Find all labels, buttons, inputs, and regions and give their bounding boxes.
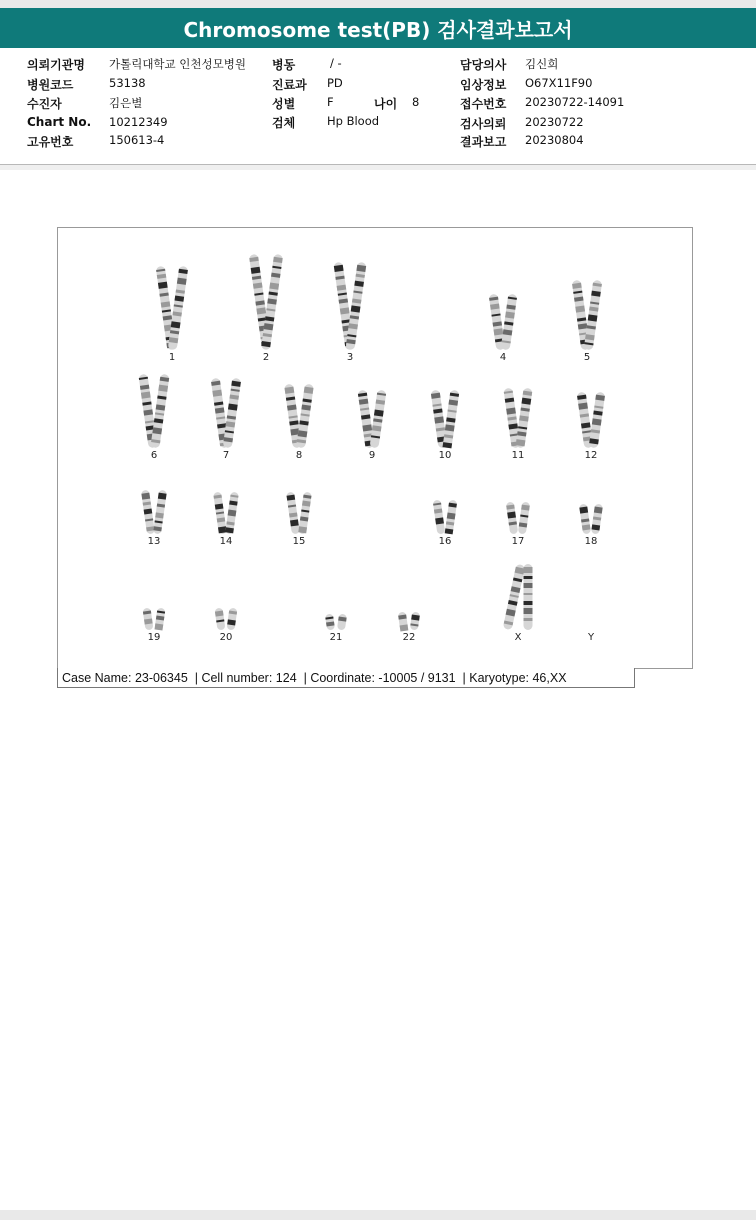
chromosome-label-2: 2 — [262, 352, 270, 363]
patient-name-value: 김은별 — [109, 96, 143, 110]
chromosome-label-12: 12 — [584, 450, 598, 461]
chromosome-label-22: 22 — [402, 632, 416, 643]
sex-label: 성별 — [272, 97, 296, 111]
chromosome-pair-10 — [431, 390, 460, 449]
chromosome-pair-3 — [333, 262, 366, 350]
chromosome-pair-13 — [141, 490, 167, 535]
ward-label: 병동 — [272, 58, 296, 72]
chromosome-pair-21 — [325, 614, 347, 631]
karyogram-section — [0, 170, 756, 1210]
chromosome-label-3: 3 — [346, 352, 354, 363]
chromosome-label-4: 4 — [499, 352, 507, 363]
department-value: PD — [327, 76, 343, 90]
age-value: 8 — [412, 95, 420, 109]
specimen-value: Hp Blood — [327, 114, 380, 128]
age-label: 나이 — [374, 97, 398, 111]
clinical-info-value: O67X11F90 — [525, 76, 593, 90]
doctor-label: 담당의사 — [460, 58, 507, 72]
chromosome-pair-15 — [286, 492, 312, 535]
hospital-code-value: 53138 — [109, 76, 146, 90]
chromosome-label-16: 16 — [438, 536, 452, 547]
patient-name-label: 수진자 — [27, 97, 62, 111]
chromosome-label-7: 7 — [222, 450, 230, 461]
chromosome-label-X: X — [514, 632, 522, 643]
chromosome-label-5: 5 — [583, 352, 591, 363]
chromosome-label-21: 21 — [329, 632, 343, 643]
chromosome-pair-7 — [211, 378, 242, 449]
institution-value: 가톨릭대학교 인천성모병원 — [109, 57, 246, 71]
chromosome-pair-18 — [579, 504, 603, 535]
chromosome-pair-14 — [213, 492, 239, 535]
chromosome-label-13: 13 — [147, 536, 161, 547]
coordinate: | Coordinate: -10005 / 9131 — [303, 670, 456, 685]
department-label: 진료과 — [272, 78, 307, 92]
chromosome-label-14: 14 — [219, 536, 233, 547]
chromosome-label-19: 19 — [147, 632, 161, 643]
chromosome-pair-20 — [215, 608, 238, 631]
top-band — [0, 0, 756, 8]
karyogram-image — [57, 227, 693, 669]
chromosome-pair-1 — [156, 266, 189, 350]
chart-no-label: Chart No. — [27, 115, 92, 129]
request-date-value: 20230722 — [525, 115, 584, 129]
chromosome-label-15: 15 — [292, 536, 306, 547]
unique-no-value: 150613-4 — [109, 133, 165, 147]
chromosome-pair-2 — [249, 254, 283, 350]
chromosome-label-11: 11 — [511, 450, 525, 461]
report-title — [0, 8, 756, 48]
chromosome-pair-X — [503, 564, 533, 630]
sex-value: F — [327, 95, 334, 109]
report-date-label: 결과보고 — [460, 135, 507, 149]
cell-number: | Cell number: 124 — [194, 670, 297, 685]
chromosome-label-17: 17 — [511, 536, 525, 547]
case-name: Case Name: 23-06345 — [62, 670, 188, 685]
report-date-value: 20230804 — [525, 133, 584, 147]
receipt-no-label: 접수번호 — [460, 97, 507, 111]
chromosome-pair-12 — [577, 392, 606, 449]
chromosome-label-18: 18 — [584, 536, 598, 547]
chart-no-value: 10212349 — [109, 115, 168, 129]
receipt-no-value: 20230722-14091 — [525, 95, 625, 109]
bottom-band — [0, 1210, 756, 1220]
chromosome-pair-6 — [138, 374, 169, 449]
chromosome-pair-9 — [358, 390, 387, 449]
chromosome-label-8: 8 — [295, 450, 303, 461]
request-date-label: 검사의뢰 — [460, 117, 507, 131]
chromosome-pair-8 — [284, 384, 314, 449]
chromosome-pair-16 — [433, 500, 458, 535]
chromosome-pair-19 — [143, 608, 166, 631]
chromosome-label-10: 10 — [438, 450, 452, 461]
ward-value: / - — [330, 56, 342, 70]
chromosome-label-9: 9 — [368, 450, 376, 461]
chromosome-pair-22 — [398, 612, 420, 632]
institution-label: 의뢰기관명 — [27, 58, 85, 72]
specimen-label: 검체 — [272, 116, 296, 130]
chromosome-label-6: 6 — [150, 450, 158, 461]
chromosome-pair-5 — [572, 280, 603, 351]
chromosome-label-1: 1 — [168, 352, 176, 363]
karyotype: | Karyotype: 46,XX — [462, 670, 567, 685]
doctor-value: 김신희 — [525, 57, 559, 71]
chromosome-label-Y: Y — [587, 632, 595, 643]
patient-info-panel — [0, 48, 756, 165]
chromosome-label-20: 20 — [219, 632, 233, 643]
karyogram-svg — [58, 228, 692, 668]
chromosome-pair-4 — [489, 294, 518, 351]
clinical-info-label: 임상정보 — [460, 78, 507, 92]
chromosome-pair-17 — [506, 502, 530, 535]
unique-no-label: 고유번호 — [27, 135, 74, 149]
karyogram-caption — [57, 668, 635, 688]
hospital-code-label: 병원코드 — [27, 78, 74, 92]
chromosome-pair-11 — [503, 388, 532, 449]
report-title-text: Chromosome test(PB) 검사결과보고서 — [183, 17, 573, 42]
